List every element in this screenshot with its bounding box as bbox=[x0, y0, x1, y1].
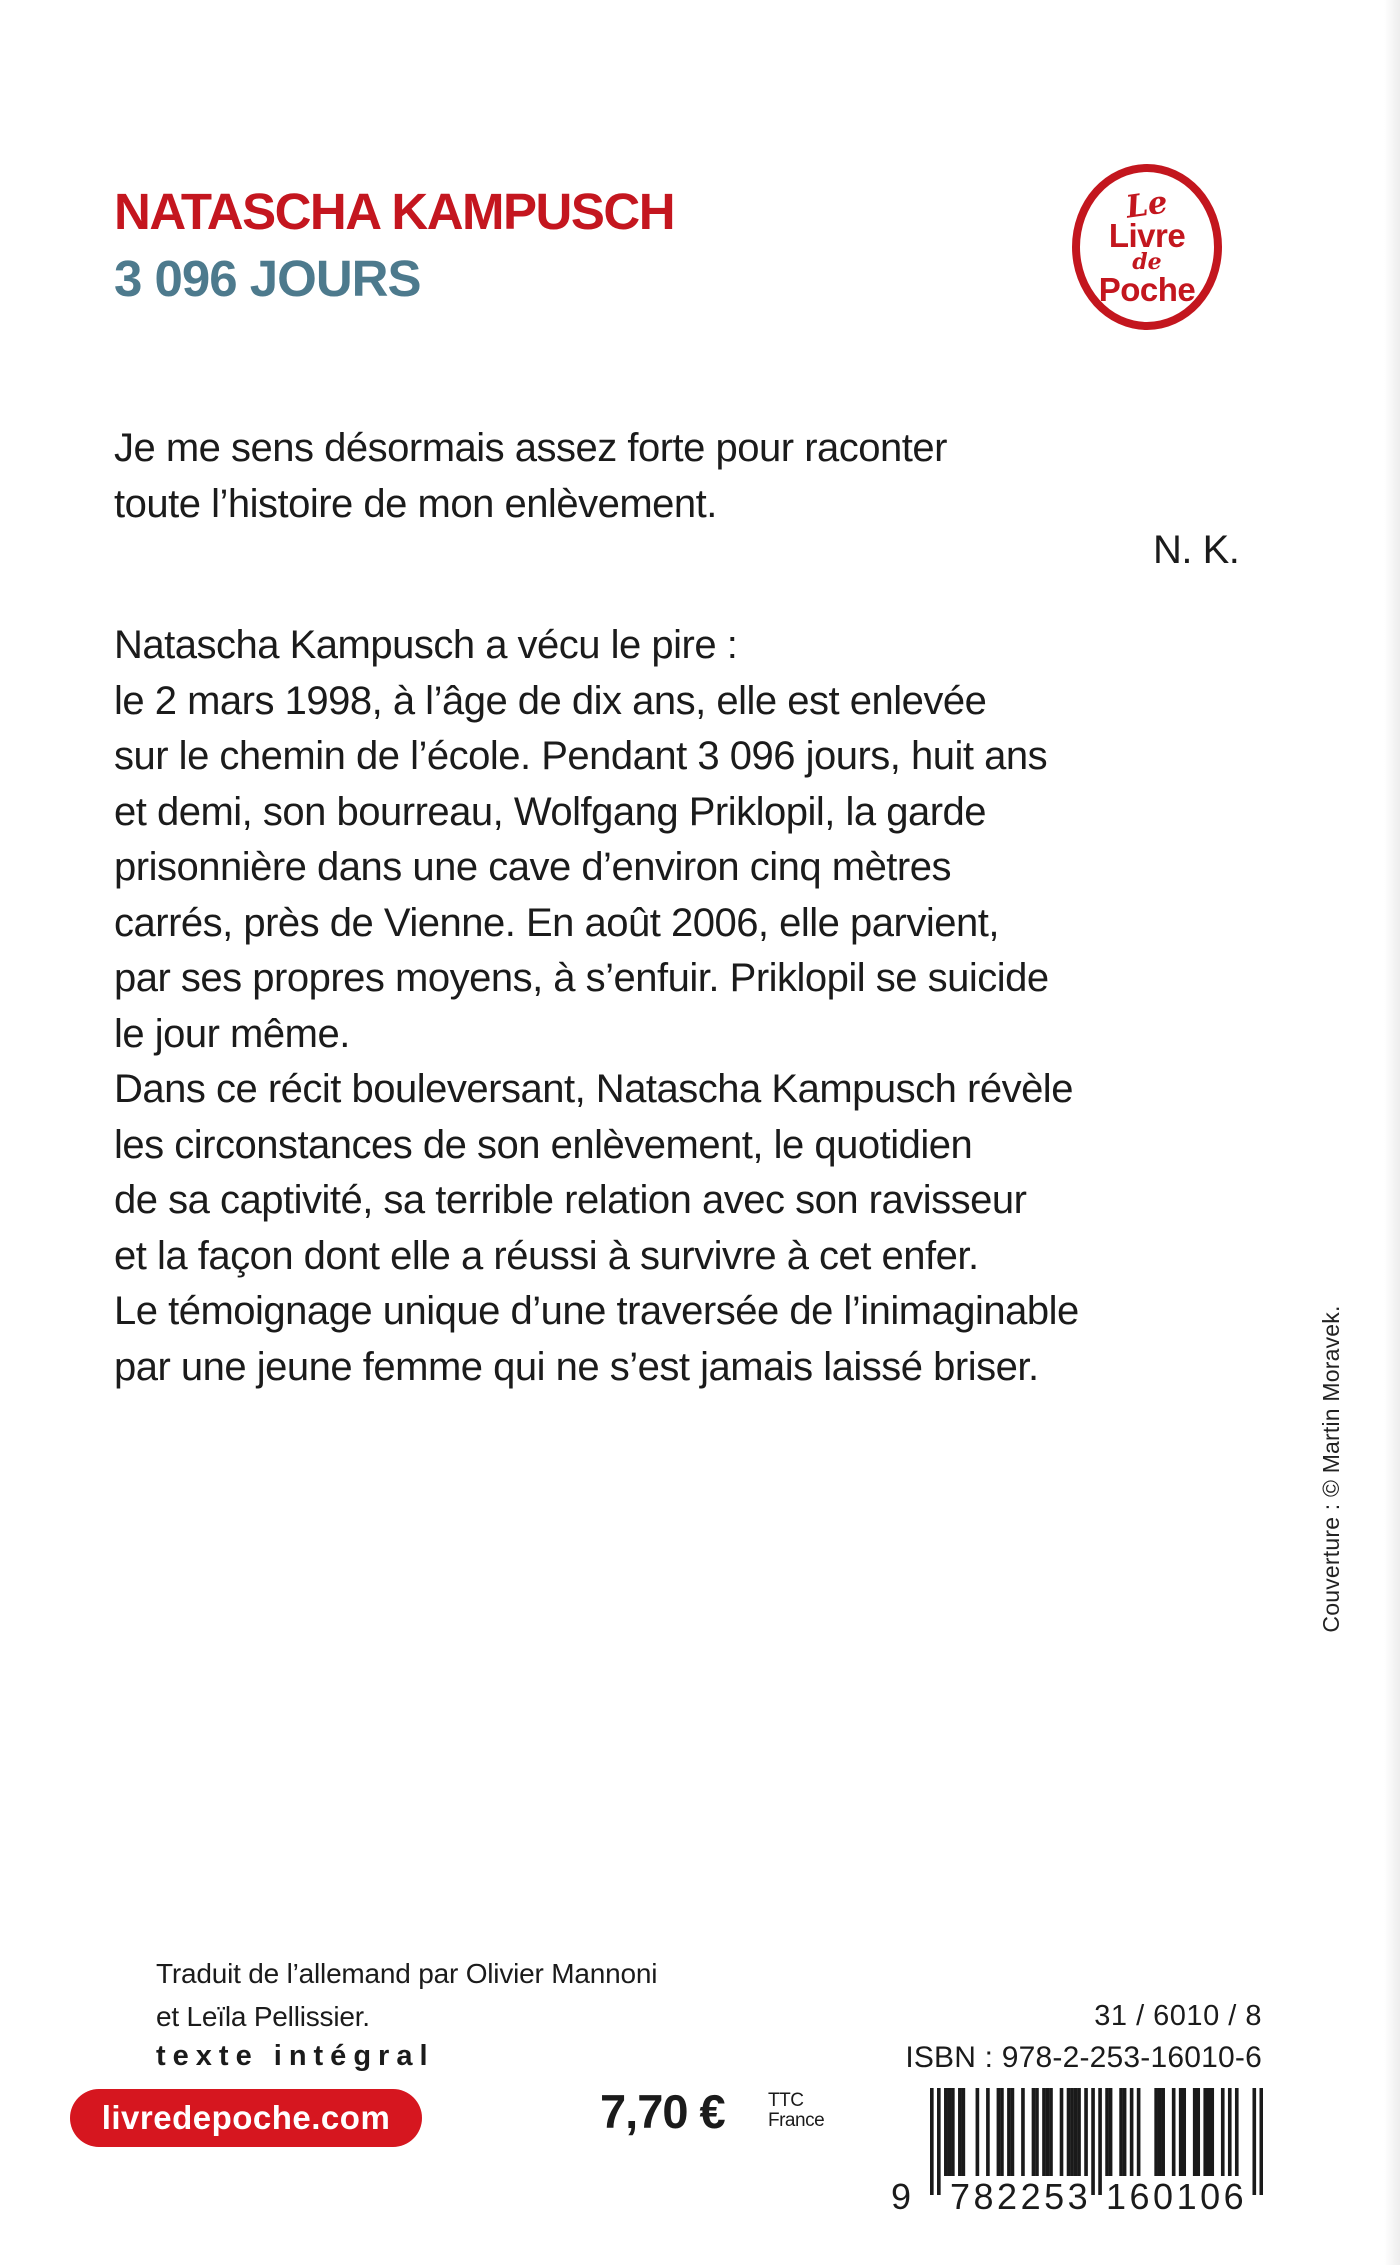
synopsis-line: par une jeune femme qui ne s’est jamais laissé briser. bbox=[114, 1344, 1039, 1389]
logo-le: Le bbox=[1123, 183, 1171, 226]
website-url: livredepoche.com bbox=[101, 2099, 391, 2136]
synopsis-line: Le témoignage unique d’une traversée de l’inimaginable bbox=[114, 1289, 1079, 1333]
book-title: 3 096 JOURS bbox=[114, 250, 421, 307]
translator-credit bbox=[156, 1952, 657, 2038]
quote-line: toute l’histoire de mon enlèvement. bbox=[114, 482, 717, 526]
barcode-digits-left: 782253 bbox=[950, 2176, 1092, 2217]
author-name: NATASCHA KAMPUSCH bbox=[114, 183, 675, 240]
synopsis-line: Natascha Kampusch a vécu le pire : bbox=[114, 623, 738, 667]
quote-line: Je me sens désormais assez forte pour raconter bbox=[114, 426, 947, 470]
website-banner bbox=[70, 2089, 422, 2147]
logo-poche: Poche bbox=[1098, 270, 1196, 308]
translator-line: et Leïla Pellissier. bbox=[156, 2001, 370, 2032]
texte-integral-label: texte intégral bbox=[156, 2040, 435, 2072]
synopsis-line: Dans ce récit bouleversant, Natascha Kampusch révèle bbox=[114, 1067, 1073, 1111]
synopsis-line: le jour même. bbox=[114, 1011, 350, 1056]
synopsis-line: de sa captivité, sa terrible relation avec son ravisseur bbox=[114, 1178, 1027, 1222]
price-note-france: France bbox=[768, 2110, 825, 2131]
barcode-digits-right: 160106 bbox=[1106, 2176, 1248, 2217]
translator-line: Traduit de l’allemand par Olivier Mannoni bbox=[156, 1958, 658, 1989]
isbn: ISBN : 978-2-253-16010-6 bbox=[905, 2041, 1262, 2074]
synopsis-line: par ses propres moyens, à s’enfuir. Priklopil se suicide bbox=[114, 956, 1049, 1000]
barcode-digit-first: 9 bbox=[891, 2176, 912, 2217]
synopsis-line: et demi, son bourreau, Wolfgang Priklopil, la garde bbox=[114, 789, 987, 834]
livre-de-poche-logo bbox=[1072, 164, 1222, 330]
synopsis-line: les circonstances de son enlèvement, le quotidien bbox=[114, 1122, 973, 1167]
synopsis bbox=[114, 618, 1079, 1395]
price-note bbox=[768, 2091, 824, 2131]
synopsis-line: et la façon dont elle a réussi à survivre à cet enfer. bbox=[114, 1233, 979, 1278]
synopsis-line: sur le chemin de l’école. Pendant 3 096 jours, huit ans bbox=[114, 734, 1048, 778]
synopsis-line: le 2 mars 1998, à l’âge de dix ans, elle est enlevée bbox=[114, 678, 987, 723]
page-edge-shading bbox=[1384, 0, 1400, 2265]
logo-de: de bbox=[1132, 248, 1162, 275]
synopsis-line: prisonnière dans une cave d’environ cinq mètres bbox=[114, 845, 951, 889]
synopsis-line: carrés, près de Vienne. En août 2006, elle parvient, bbox=[114, 900, 999, 945]
cover-photo-credit: Couverture : © Martin Moravek. bbox=[1318, 1305, 1344, 1633]
quote-attribution: N. K. bbox=[1153, 528, 1240, 572]
price: 7,70 € bbox=[600, 2085, 725, 2138]
edition-code: 31 / 6010 / 8 bbox=[1094, 2000, 1262, 2032]
logo-livre: Livre bbox=[1108, 216, 1186, 254]
price-note-ttc: TTC bbox=[768, 2090, 804, 2111]
quote bbox=[114, 420, 947, 532]
